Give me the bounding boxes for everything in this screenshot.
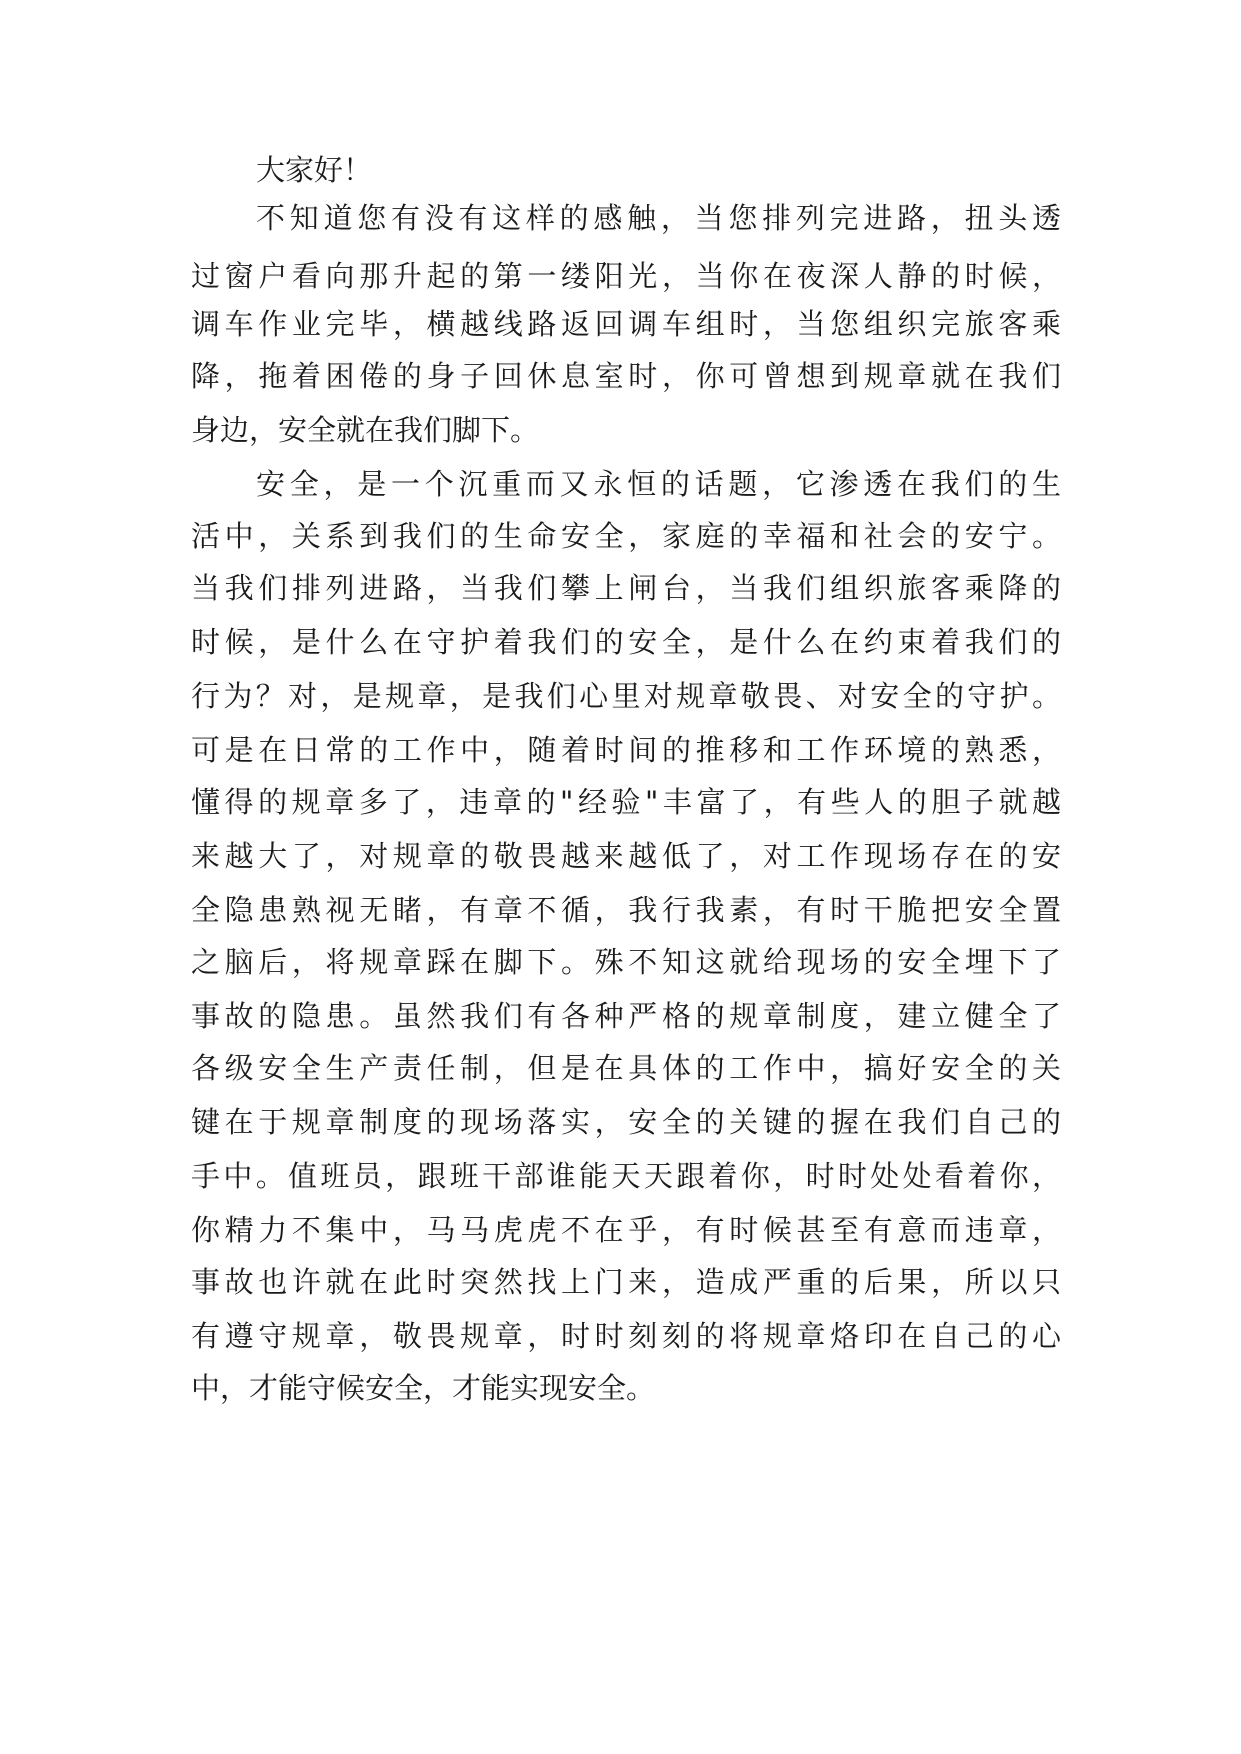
paragraph-line: 不知道您有没有这样的感触，当您排列完进路，扭头透 (256, 201, 1061, 235)
paragraph-line: 事故也许就在此时突然找上门来，造成严重的后果，所以只 (191, 1265, 1061, 1299)
paragraph-line: 时候，是什么在守护着我们的安全，是什么在约束着我们的 (191, 625, 1061, 659)
paragraph-line: 活中，关系到我们的生命安全，家庭的幸福和社会的安宁。 (191, 519, 1061, 553)
paragraph-line: 之脑后，将规章踩在脚下。殊不知这就给现场的安全埋下了 (191, 945, 1061, 979)
greeting: 大家好！ (256, 153, 373, 187)
paragraph-line: 手中。值班员，跟班干部谁能天天跟着你，时时处处看着你， (191, 1159, 1061, 1193)
paragraph-line: 键在于规章制度的现场落实，安全的关键的握在我们自己的 (191, 1105, 1061, 1139)
paragraph-line: 调车作业完毕，横越线路返回调车组时，当您组织完旅客乘 (191, 307, 1061, 341)
paragraph-line: 你精力不集中，马马虎虎不在乎，有时候甚至有意而违章， (191, 1213, 1061, 1247)
paragraph-line: 来越大了，对规章的敬畏越来越低了，对工作现场存在的安 (191, 839, 1061, 873)
paragraph-line: 过窗户看向那升起的第一缕阳光，当你在夜深人静的时候， (191, 259, 1061, 293)
paragraph-line: 可是在日常的工作中，随着时间的推移和工作环境的熟悉， (191, 733, 1061, 767)
paragraph-line: 安全，是一个沉重而又永恒的话题，它渗透在我们的生 (256, 467, 1061, 501)
paragraph-line: 全隐患熟视无睹，有章不循，我行我素，有时干脆把安全置 (191, 893, 1061, 927)
paragraph-line: 懂得的规章多了，违章的"经验"丰富了，有些人的胆子就越 (191, 785, 1061, 819)
paragraph-line: 各级安全生产责任制，但是在具体的工作中，搞好安全的关 (191, 1051, 1061, 1085)
paragraph-line: 身边，安全就在我们脚下。 (191, 413, 540, 447)
paragraph-line: 行为？对，是规章，是我们心里对规章敬畏、对安全的守护。 (191, 679, 1061, 713)
paragraph-line: 中，才能守候安全，才能实现安全。 (191, 1371, 656, 1405)
paragraph-line: 当我们排列进路，当我们攀上闸台，当我们组织旅客乘降的 (191, 571, 1061, 605)
paragraph-line: 事故的隐患。虽然我们有各种严格的规章制度，建立健全了 (191, 999, 1061, 1033)
paragraph-line: 有遵守规章，敬畏规章，时时刻刻的将规章烙印在自己的心 (191, 1319, 1061, 1353)
paragraph-line: 降，拖着困倦的身子回休息室时，你可曾想到规章就在我们 (191, 359, 1061, 393)
